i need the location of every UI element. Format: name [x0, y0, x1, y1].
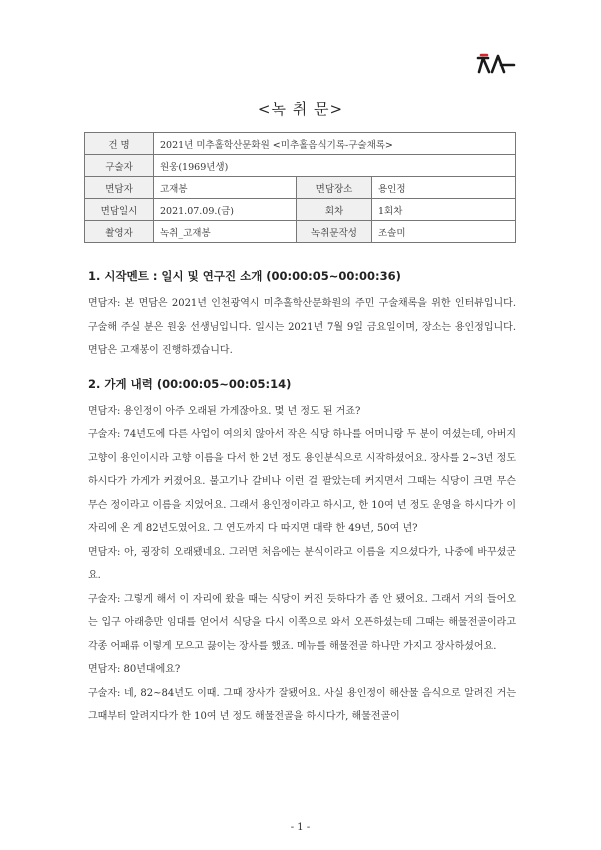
interviewer-label: 면담자	[85, 177, 154, 199]
place-label: 면담장소	[297, 177, 372, 199]
date-label: 면담일시	[85, 199, 154, 221]
section-heading: 2. 가게 내력 (00:00:05~00:05:14)	[88, 376, 292, 391]
transcriber-value: 조솔미	[372, 221, 516, 243]
transcript-body	[88, 268, 516, 729]
table-row	[85, 221, 516, 243]
document-title: <녹 취 문>	[257, 100, 344, 118]
table-row	[85, 133, 516, 155]
transcript-paragraph: 면담자: 아, 굉장히 오래됐네요. 그러면 처음에는 분식이라고 이름을 지으셨다가, 나중에 바꾸셨군요.	[88, 546, 516, 581]
transcriber-label: 녹취문작성	[297, 221, 372, 243]
transcript-paragraph: 면담자: 용인정이 아주 오래된 가게잖아요. 몇 년 정도 된 거죠?	[88, 405, 361, 417]
session-value: 1회차	[372, 199, 516, 221]
table-row	[85, 199, 516, 221]
date-value: 2021.07.09.(금)	[154, 199, 297, 221]
interview-info-table	[84, 132, 516, 243]
recorder-label: 촬영자	[85, 221, 154, 243]
recorder-value: 녹취_고재봉	[154, 221, 297, 243]
transcript-paragraph: 구술자: 74년도에 다른 사업이 여의치 않아서 작은 식당 하나를 어머니랑 두 분이 여셨는데, 아버지 고향이 용인이시라 고향 이름을 다서 한 2년 정도 용인분식으로 시작하셨어요. 장사를 2~3년 정도 하시다가 가게가 커졌어요. 불고기나 갈비나 이런 걸 팔았는데 커지면서 그때는 식당이 크면 무슨 무슨 정이라고 이름을 지었어요. 그래서 용인정이라고 하시고, 한 10여 년 정도 운영을 하시다가 이 자리에 온 게 82년도였어요. 그 연도까지 다 따지면 대략 한 49년, 50여 년?	[88, 429, 516, 534]
project-value: 2021년 미추홀학산문화원 <미추홀음식기록-구술채록>	[154, 133, 516, 155]
interviewer-value: 고재봉	[154, 177, 297, 199]
session-label: 회차	[297, 199, 372, 221]
transcript-paragraph: 구술자: 네, 82~84년도 이때. 그때 장사가 잘됐어요. 사실 용인정이 해산물 음식으로 알려진 거는 그때부터 알려지다가 한 10여 년 정도 해물전골을 하시다가, 해물전골이	[88, 687, 516, 722]
museum-logo-icon	[476, 52, 516, 76]
transcript-paragraph: 면담자: 80년대에요?	[88, 664, 181, 675]
project-label: 건 명	[85, 133, 154, 155]
narrator-value: 원웅(1969년생)	[154, 155, 516, 177]
place-value: 용인정	[372, 177, 516, 199]
section-heading: 1. 시작멘트 : 일시 및 연구진 소개 (00:00:05~00:00:36)	[88, 269, 401, 283]
narrator-label: 구술자	[85, 155, 154, 177]
transcript-paragraph: 면담자: 본 면담은 2021년 인천광역시 미추홀학산문화원의 주민 구술채록을 위한 인터뷰입니다. 구술해 주실 분은 원웅 선생님입니다. 일시는 2021년 7월 9일 금요일이며, 장소는 용인정입니다. 면담은 고재봉이 진행하겠습니다.	[88, 298, 516, 356]
transcript-paragraph: 구술자: 그렇게 해서 이 자리에 왔을 때는 식당이 커진 듯하다가 좀 안 됐어요. 그래서 거의 들어오는 입구 아래층만 임대를 얻어서 식당을 다시 이쪽으로 와서 오픈하셨는데 그때는 해물전골이라고 각종 어패류 이렇게 모으고 끓이는 장사를 했죠. 메뉴를 해물전골 하나만 가지고 장사하셨어요.	[88, 593, 516, 652]
table-row	[85, 155, 516, 177]
page-number: - 1 -	[290, 822, 311, 833]
table-row	[85, 177, 516, 199]
